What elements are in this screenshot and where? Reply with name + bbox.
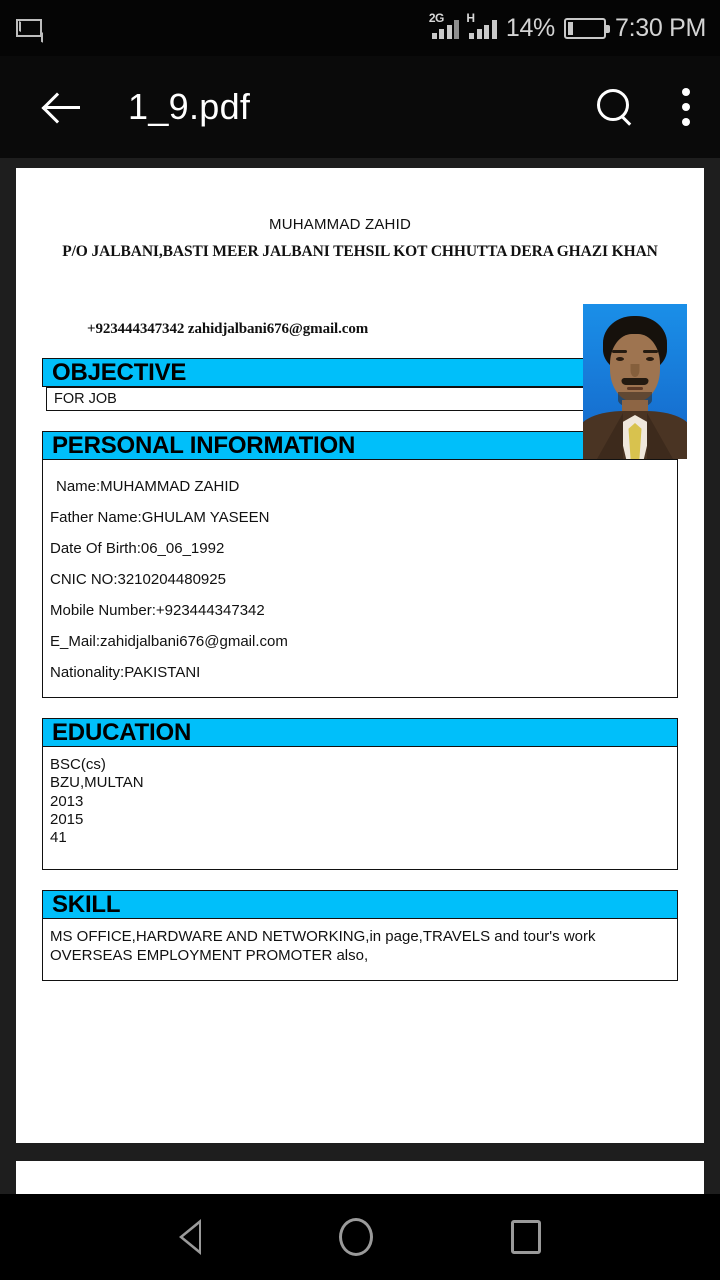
- personal-info-row: Father Name:GHULAM YASEEN: [50, 509, 270, 526]
- section-education-header: [42, 718, 678, 747]
- battery-percent-label: 14%: [505, 13, 555, 42]
- mail-icon: [16, 19, 42, 37]
- pdf-page-2: [16, 1161, 704, 1194]
- section-skill-header: [42, 890, 678, 919]
- section-education-body: [42, 747, 678, 870]
- education-line: BSC(cs): [50, 756, 106, 773]
- search-icon[interactable]: [594, 87, 634, 127]
- status-bar-system-icons: [428, 11, 706, 43]
- personal-info-row: Date Of Birth:06_06_1992: [50, 540, 225, 557]
- clock-label: 7:30 PM: [614, 13, 706, 42]
- nav-home-icon[interactable]: [339, 1218, 373, 1256]
- sim1-network-label: 2G: [428, 11, 444, 25]
- battery-icon: [564, 18, 606, 39]
- education-line: 2013: [50, 792, 84, 810]
- back-arrow-icon[interactable]: [40, 84, 86, 130]
- nav-recents-icon[interactable]: [511, 1220, 541, 1254]
- status-bar-notifications: [16, 19, 42, 37]
- section-education: [42, 718, 678, 870]
- page-title: 1_9.pdf: [128, 86, 251, 127]
- sim2-network-label: H: [466, 11, 475, 25]
- education-line: 2015: [50, 810, 84, 828]
- education-line: BZU,MULTAN: [50, 774, 144, 792]
- personal-info-row: E_Mail:zahidjalbani676@gmail.com: [50, 633, 288, 650]
- section-personal-information-title: PERSONAL INFORMATION: [52, 431, 356, 459]
- section-skill-body: MS OFFICE,HARDWARE AND NETWORKING,in page,TRAVELS and tour's work OVERSEAS EMPLOYMENT PROMOTER also,: [42, 919, 678, 981]
- resume-name: MUHAMMAD ZAHID: [269, 216, 411, 233]
- section-education-title: EDUCATION: [52, 718, 192, 746]
- education-line: 41: [50, 829, 67, 847]
- resume-contact: +923444347342 zahidjalbani676@gmail.com: [87, 321, 369, 337]
- section-skill: [42, 890, 678, 981]
- signal-sim2-icon: [466, 11, 497, 39]
- resume-sheet: [16, 216, 704, 981]
- passport-photo: [583, 304, 687, 459]
- signal-sim1-icon: [428, 11, 460, 39]
- status-bar: [0, 0, 720, 56]
- section-personal-information-body: [42, 460, 678, 698]
- personal-info-row: Name:MUHAMMAD ZAHID: [56, 478, 240, 495]
- section-skill-title: SKILL: [52, 890, 121, 918]
- navigation-bar: [0, 1194, 720, 1280]
- app-bar-actions: [594, 84, 694, 130]
- resume-address: P/O JALBANI,BASTI MEER JALBANI TEHSIL KOT CHHUTTA DERA GHAZI KHAN: [62, 243, 658, 260]
- personal-info-row: Mobile Number:+923444347342: [50, 602, 265, 619]
- nav-back-icon[interactable]: [179, 1219, 201, 1255]
- pdf-page-1: [16, 168, 704, 1143]
- section-objective-title: OBJECTIVE: [52, 358, 187, 386]
- section-objective-body: FOR JOB: [46, 387, 674, 411]
- personal-info-row: CNIC NO:3210204480925: [50, 571, 226, 588]
- section-personal-information: [42, 431, 678, 698]
- personal-info-row: Nationality:PAKISTANI: [50, 664, 201, 681]
- overflow-menu-icon[interactable]: [670, 84, 694, 130]
- pdf-viewer[interactable]: [0, 158, 720, 1194]
- app-bar: [0, 56, 720, 158]
